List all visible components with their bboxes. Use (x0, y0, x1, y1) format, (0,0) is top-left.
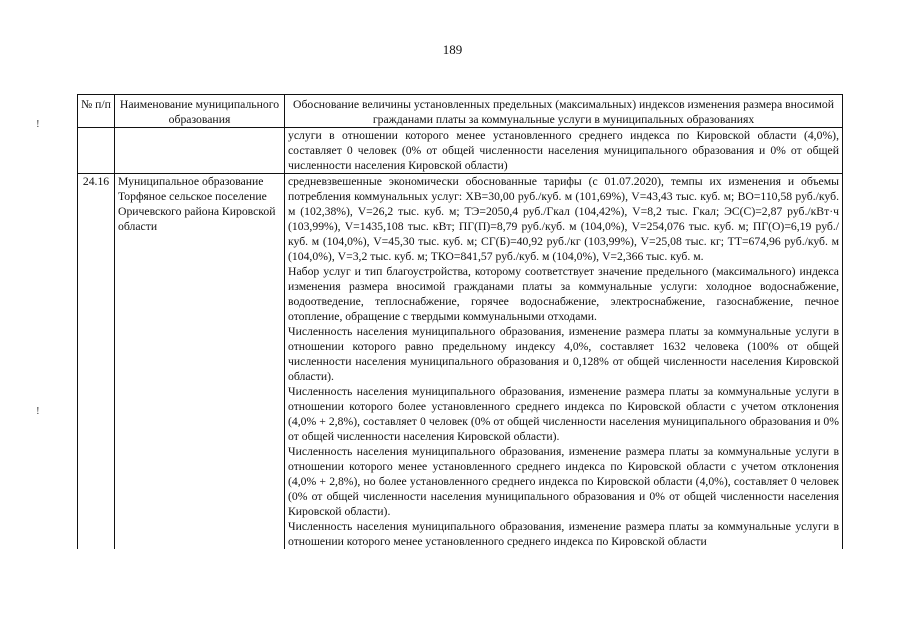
paragraph-tariffs: средневзвешенные экономически обоснованные тарифы (с 01.07.2020), темпы их изменения и объемы потребления коммунальных услуг: ХВ=30,00 руб./куб. м (101,69%), V=43,43 тыс. куб. м; ВО=110,58 руб./куб. м (102,38%), V=26,2 тыс. куб. м; ТЭ=2050,4 руб./Гкал (104,42%), V=8,2 тыс. Гкал; ЭС(С)=2,87 руб./кВт·ч (103,99%), V=1435,108 тыс. кВт; ПГ(П)=8,79 руб./куб. м (104,0%), V=254,076 тыс. куб. м; ПГ(О)=6,19 руб./куб. м (104,0%), V=45,30 тыс. куб. м; СГ(Б)=40,92 руб./кг (103,99%), V=25,08 тыс. кг; ТТ=674,96 руб./куб. м (104,0%), V=3,2 тыс. куб. м; ТКО=841,57 руб./куб. м (104,0%), V=2,366 тыс. куб. м. (288, 175, 839, 263)
row-text-cell: услуги в отношении которого менее установленного среднего индекса по Кировской области (4,0%), составляет 0 человек (0% от общей численности населения муниципального образования и 0% от общей численности населения Кировской области) (285, 128, 843, 174)
header-municipality: Наименование муниципального образования (115, 95, 285, 128)
justification-table (77, 94, 843, 549)
row-num-cell (78, 128, 115, 174)
header-justification: Обоснование величины установленных предельных (максимальных) индексов изменения размера вносимой гражданами платы за коммунальные услуги в муниципальных образованиях (285, 95, 843, 128)
row-text-cell (285, 174, 843, 550)
margin-mark: ! (36, 405, 40, 417)
row-num-cell: 24.16 (78, 174, 115, 550)
table-row (78, 128, 843, 174)
margin-mark: ! (36, 118, 40, 130)
row-name-cell (115, 128, 285, 174)
table-row (78, 174, 843, 550)
paragraph-population-between: Численность населения муниципального образования, изменение размера платы за коммунальные услуги в отношении которого менее установленного среднего индекса по Кировской области с учетом отклонения (4,0% + 2,8%), но более установленного среднего индекса по Кировской области (4,0%), составляет 0 человек (0% от общей численности населения муниципального образования и 0% от общей численности населения Кировской области). (288, 445, 839, 518)
page-number: 189 (442, 42, 463, 57)
table-header-row (78, 95, 843, 128)
paragraph-population-below: Численность населения муниципального образования, изменение размера платы за коммунальные услуги в отношении которого менее установленного среднего индекса по Кировской области (288, 520, 839, 548)
paragraph-population-equal: Численность населения муниципального образования, изменение размера платы за коммунальные услуги в отношении которого равно предельному индексу 4,0%, составляет 1632 человека (100% от общей численности населения муниципального образования и 0,128% от общей численности населения Кировской области). (288, 325, 839, 383)
paragraph-services: Набор услуг и тип благоустройства, которому соответствует значение предельного (максимального) индекса изменения размера вносимой гражданами платы за коммунальные услуги: холодное водоснабжение, водоотведение, теплоснабжение, горячее водоснабжение, электроснабжение, газоснабжение, печное отопление, обращение с твердыми коммунальными отходами. (288, 265, 839, 323)
header-num: № п/п (78, 95, 115, 128)
paragraph-population-above: Численность населения муниципального образования, изменение размера платы за коммунальные услуги в отношении которого более установленного среднего индекса по Кировской области с учетом отклонения (4,0% + 2,8%), составляет 0 человек (0% от общей численности населения муниципального образования и 0% от общей численности населения Кировской области). (288, 385, 839, 443)
row-name-cell: Муниципальное образование Торфяное сельское поселение Оричевского района Кировской области (115, 174, 285, 550)
